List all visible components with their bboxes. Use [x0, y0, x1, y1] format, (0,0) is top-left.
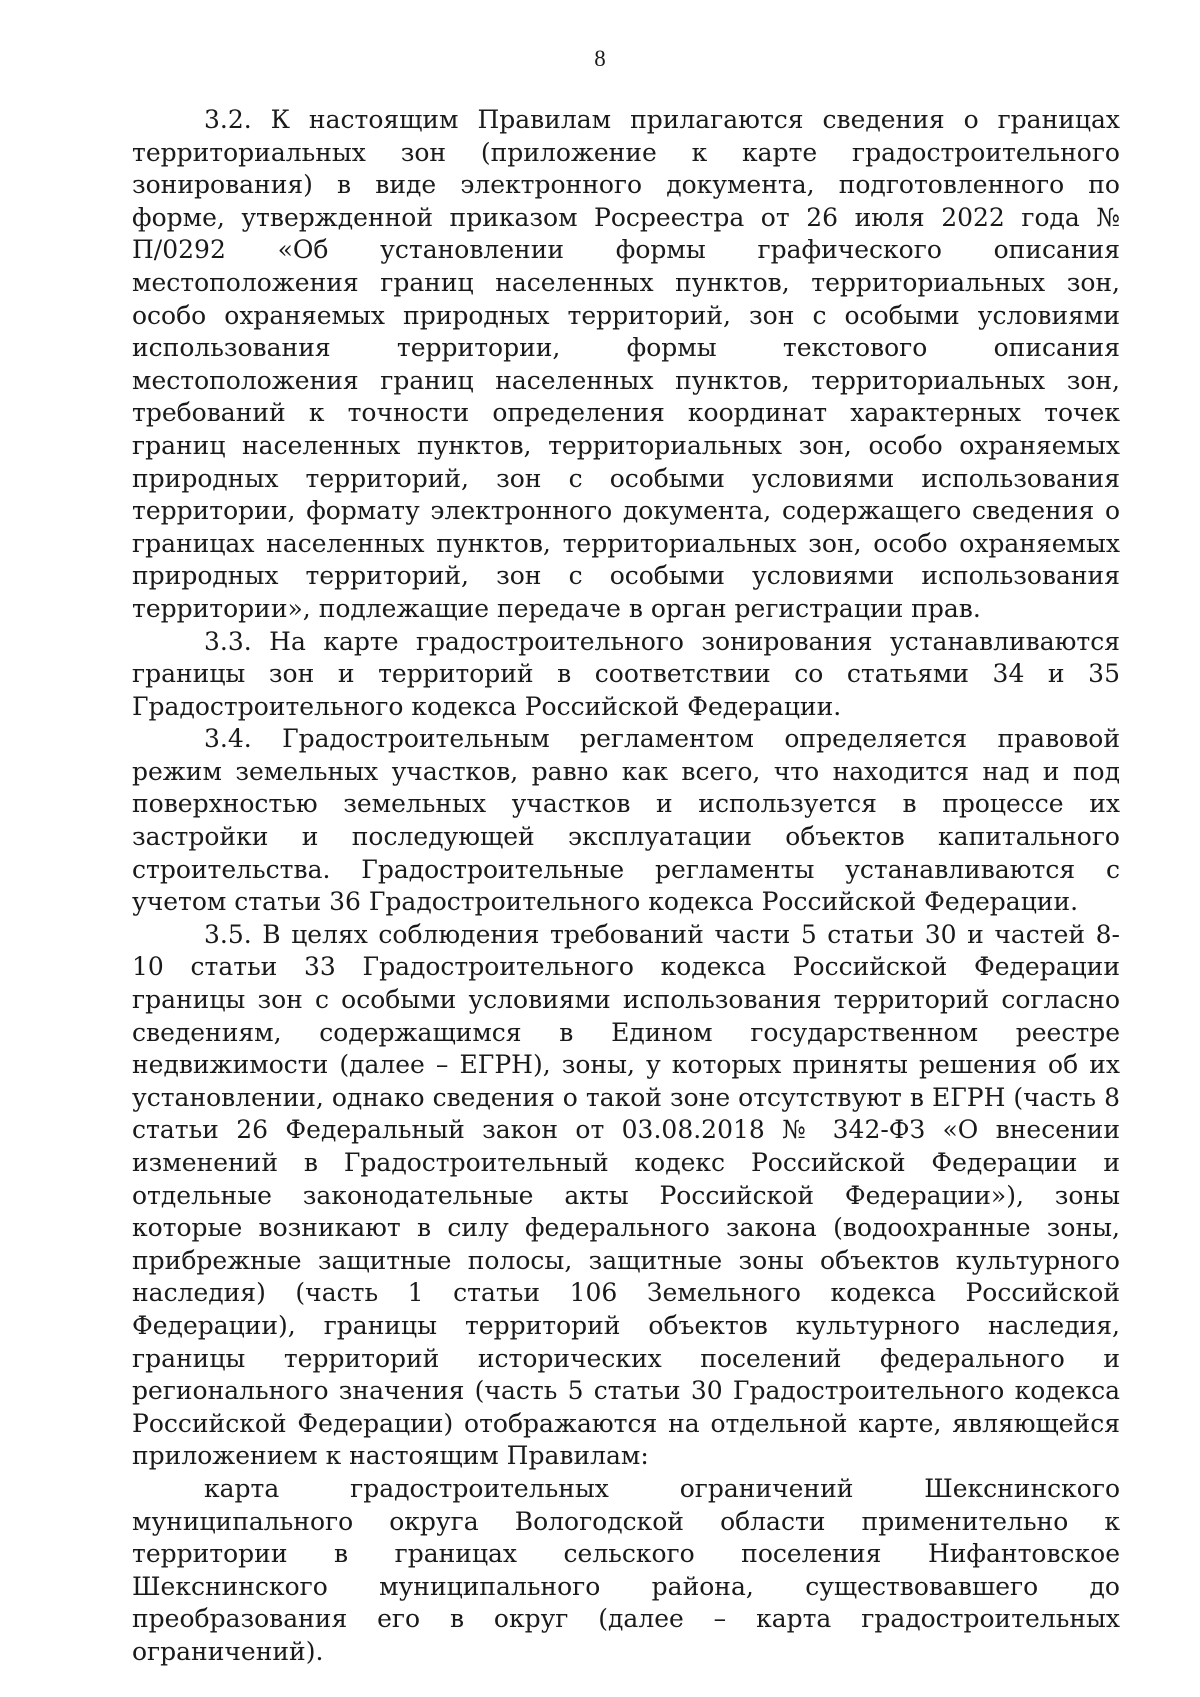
- paragraph-3-2: 3.2. К настоящим Правилам прилагаются сведения о границах территориальных зон (приложение к карте градостроительного зонирования) в виде электронного документа, подготовленного по форме, утвержденной приказом Росреестра от 26 июля 2022 года № П/0292 «Об установлении формы графического описания местоположения границ населенных пунктов, территориальных зон, особо охраняемых природных территорий, зон с особыми условиями использования территории, формы текстового описания местоположения границ населенных пунктов, территориальных зон, требований к точности определения координат характерных точек границ населенных пунктов, территориальных зон, особо охраняемых природных территорий, зон с особыми условиями использования территории, формату электронного документа, содержащего сведения о границах населенных пунктов, территориальных зон, особо охраняемых природных территорий, зон с особыми условиями использования территории», подлежащие передаче в орган регистрации прав.: [132, 105, 1120, 623]
- paragraph-3-4: 3.4. Градостроительным регламентом определяется правовой режим земельных участков, равно как всего, что находится над и под поверхностью земельных участков и используется в процессе их застройки и последующей эксплуатации объектов капитального строительства. Градостроительные регламенты устанавливаются с учетом статьи 36 Градостроительного кодекса Российской Федерации.: [132, 724, 1120, 917]
- paragraph-map-list-item: карта градостроительных ограничений Шекснинского муниципального округа Вологодской области применительно к территории в границах сельского поселения Нифантовское Шекснинского муниципального района, существовавшего до преобразования его в округ (далее – карта градостроительных ограничений).: [132, 1473, 1120, 1666]
- page-number: 8: [594, 46, 606, 71]
- document-body: [132, 104, 1120, 1669]
- paragraph-3-5: 3.5. В целях соблюдения требований части 5 статьи 30 и частей 8-10 статьи 33 Градостроительного кодекса Российской Федерации границы зон с особыми условиями использования территорий согласно сведениям, содержащимся в Едином государственном реестре недвижимости (далее – ЕГРН), зоны, у которых приняты решения об их установлении, однако сведения о такой зоне отсутствуют в ЕГРН (часть 8 статьи 26 Федеральный закон от 03.08.2018 № 342-ФЗ «О внесении изменений в Градостроительный кодекс Российской Федерации и отдельные законодательные акты Российской Федерации»), зоны которые возникают в силу федерального закона (водоохранные зоны, прибрежные защитные полосы, защитные зоны объектов культурного наследия) (часть 1 статьи 106 Земельного кодекса Российской Федерации), границы территорий объектов культурного наследия, границы территорий исторических поселений федерального и регионального значения (часть 5 статьи 30 Градостроительного кодекса Российской Федерации) отображаются на отдельной карте, являющейся приложением к настоящим Правилам:: [132, 919, 1120, 1471]
- paragraph-3-3: 3.3. На карте градостроительного зонирования устанавливаются границы зон и территорий в соответствии со статьями 34 и 35 Градостроительного кодекса Российской Федерации.: [132, 626, 1120, 721]
